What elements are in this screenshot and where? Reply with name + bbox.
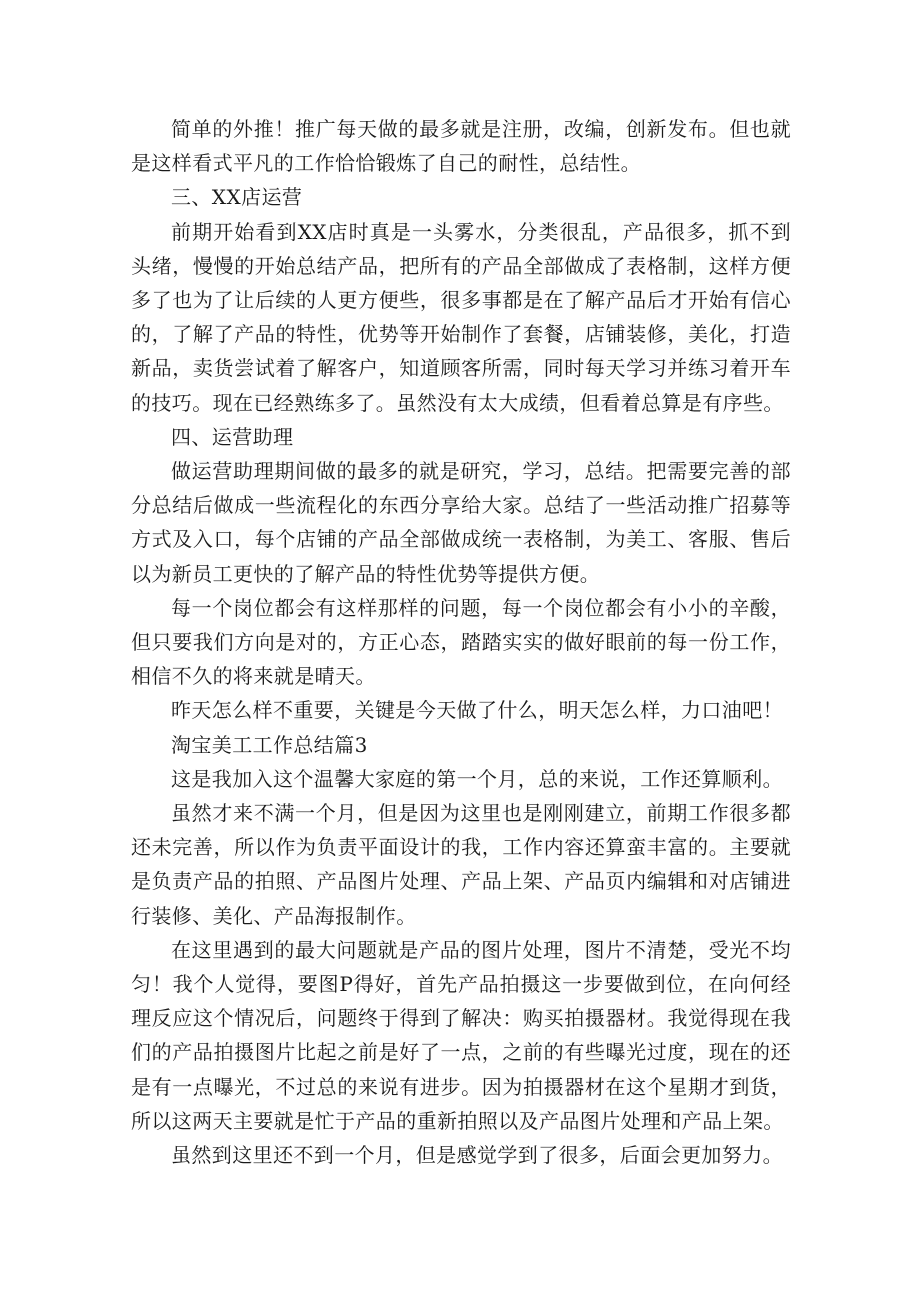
- paragraph-job-content: 虽然才来不满一个月，但是因为这里也是刚刚建立，前期工作很多都还未完善，所以作为负责平面设计的我，工作内容还算蛮丰富的。主要就是负责产品的拍照、产品图片处理、产品上架、产品页内编辑和对店铺进行装修、美化、产品海报制作。: [131, 801, 791, 928]
- paragraph-operations-assistant: 做运营助理期间做的最多的就是研究，学习，总结。把需要完善的部分总结后做成一些流程化的东西分享给大家。总结了一些活动推广招募等方式及入口，每个店铺的产品全部做成统一表格制，为美工、客服、售后以为新员工更快的了解产品的特性优势等提供方便。: [131, 459, 791, 586]
- section-heading-xx-store: 三、XX店运营: [171, 185, 303, 210]
- paragraph-image-problem: 在这里遇到的最大问题就是产品的图片处理，图片不清楚，受光不均匀！我个人觉得，要图P得好，首先产品拍摄这一步要做到位，在向何经理反应这个情况后，问题终于得到了解决：购买拍摄器材。我觉得现在我们的产品拍摄图片比起之前是好了一点，之前的有些曝光过度，现在的还是有一点曝光，不过总的来说有进步。因为拍摄器材在这个星期才到货，所以这两天主要就是忙于产品的重新拍照以及产品图片处理和产品上架。: [131, 937, 791, 1133]
- paragraph-every-position: 每一个岗位都会有这样那样的问题，每一个岗位都会有小小的辛酸，但只要我们方向是对的，方正心态，踏踏实实的做好眼前的每一份工作，相信不久的将来就是晴天。: [131, 595, 791, 689]
- section-heading-operations-assistant: 四、运营助理: [171, 424, 294, 449]
- paragraph-promotion-summary: 简单的外推！推广每天做的最多就是注册，改编，创新发布。但也就是这样看式平凡的工作恰恰锻炼了自己的耐性，总结性。: [131, 117, 791, 176]
- paragraph-yesterday: 昨天怎么样不重要，关键是今天做了什么，明天怎么样，力口油吧！: [171, 698, 783, 723]
- paragraph-xx-store: 前期开始看到XX店时真是一头雾水，分类很乱，产品很多，抓不到头绪，慢慢的开始总结产品，把所有的产品全部做成了表格制，这样方便多了也为了让后续的人更方便些，很多事都是在了解产品后才开始有信心的，了解了产品的特性，优势等开始制作了套餐，店铺装修，美化，打造新品，卖货尝试着了解客户，知道顾客所需，同时每天学习并练习着开车的技巧。现在已经熟练多了。虽然没有太大成绩，但看着总算是有序些。: [131, 219, 791, 415]
- paragraph-first-month: 这是我加入这个温馨大家庭的第一个月，总的来说，工作还算顺利。: [171, 766, 783, 791]
- paragraph-closing: 虽然到这里还不到一个月，但是感觉学到了很多，后面会更加努力。: [171, 1143, 783, 1168]
- document-body: [131, 112, 791, 1172]
- article-title-3: 淘宝美工工作总结篇3: [171, 732, 368, 757]
